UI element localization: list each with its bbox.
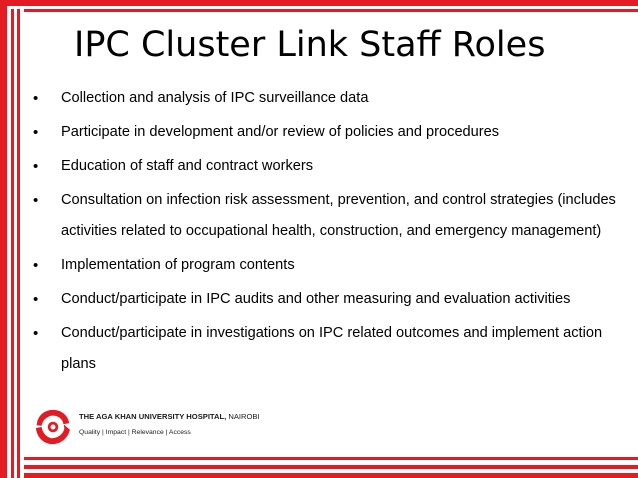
footer-branding <box>79 412 260 437</box>
bullet-item <box>33 284 633 315</box>
slide-title: IPC Cluster Link Staff Roles <box>74 25 546 65</box>
bullet-text: Consultation on infection risk assessment, prevention, and control strategies (includes activities related to occupational health, construction, and emergency management) <box>61 192 616 239</box>
bullet-text: Implementation of program contents <box>61 257 295 273</box>
bullet-text: Conduct/participate in IPC audits and other measuring and evaluation activities <box>61 291 571 307</box>
bullet-dot: • <box>33 192 39 209</box>
frame-stripe-left-inner-2 <box>17 9 20 478</box>
institution-name-bold: THE AGA KHAN UNIVERSITY HOSPITAL, <box>79 412 227 421</box>
bullet-item <box>33 151 633 182</box>
frame-stripe-top-inner <box>24 9 638 12</box>
bullet-dot: • <box>33 291 39 308</box>
bullet-item <box>33 117 633 148</box>
frame-stripe-left <box>0 0 7 478</box>
bullet-text: Collection and analysis of IPC surveillance data <box>61 90 369 106</box>
frame-stripe-bottom <box>24 457 638 460</box>
aga-khan-logo-icon <box>34 408 72 446</box>
bullet-dot: • <box>33 257 39 274</box>
frame-stripe-left-inner <box>11 9 14 478</box>
bullet-item <box>33 83 633 114</box>
bullet-item <box>33 318 633 380</box>
bullet-item <box>33 185 633 247</box>
institution-tagline: Quality | Impact | Relevance | Access <box>79 429 191 436</box>
frame-stripe-top <box>0 0 638 6</box>
bullet-text: Education of staff and contract workers <box>61 158 314 174</box>
institution-name <box>79 412 260 422</box>
bullet-dot: • <box>33 325 39 342</box>
bullet-dot: • <box>33 124 39 141</box>
bullet-text: Participate in development and/or review of policies and procedures <box>61 124 500 140</box>
institution-city: NAIROBI <box>226 412 260 421</box>
bullet-list <box>33 83 633 383</box>
bullet-dot: • <box>33 90 39 107</box>
bullet-text: Conduct/participate in investigations on IPC related outcomes and implement action plans <box>61 325 603 372</box>
bullet-item <box>33 250 633 281</box>
frame-stripe-bottom-3 <box>24 473 638 478</box>
frame-stripe-bottom-2 <box>24 465 638 469</box>
bullet-dot: • <box>33 158 39 175</box>
